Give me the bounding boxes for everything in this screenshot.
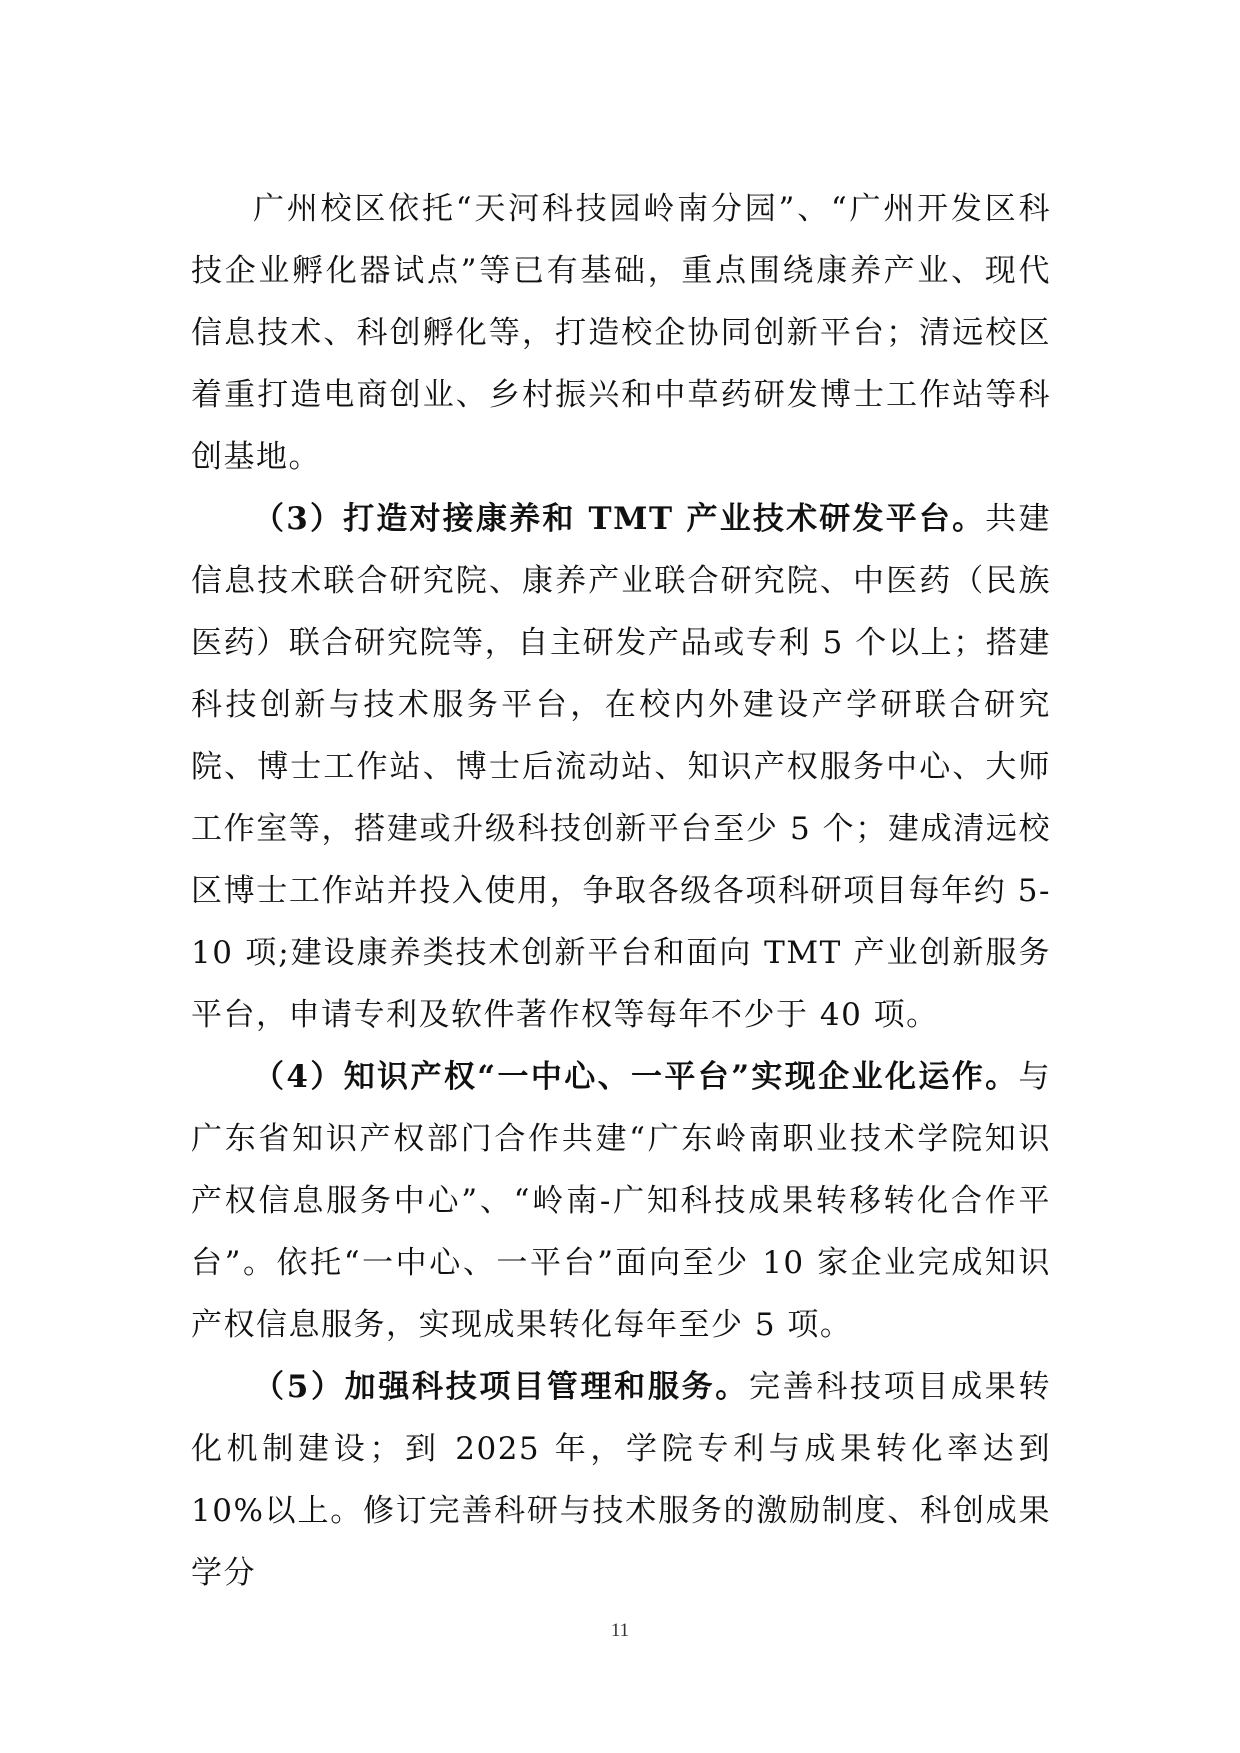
document-body	[191, 178, 1051, 1604]
paragraph-heading: （4）知识产权“一中心、一平台”实现企业化运作。	[253, 1059, 1019, 1095]
page-number: 11	[610, 1620, 630, 1641]
paragraph-rd-platform	[191, 488, 1051, 1046]
paragraph-campus-platforms	[191, 178, 1051, 488]
paragraph-body: 广州校区依托“天河科技园岭南分园”、“广州开发区科技企业孵化器试点”等已有基础，重点围绕康养产业、现代信息技术、科创孵化等，打造校企协同创新平台；清远校区着重打造电商创业、乡村振兴和中草药研发博士工作站等科创基地。	[191, 191, 1051, 475]
paragraph-heading: （3）打造对接康养和 TMT 产业技术研发平台。	[253, 501, 986, 537]
paragraph-body: 与广东省知识产权部门合作共建“广东岭南职业技术学院知识产权信息服务中心”、“岭南-广知科技成果转移转化合作平台”。依托“一中心、一平台”面向至少 10 家企业完成知识产权信息服务，实现成果转化每年至少 5 项。	[191, 1059, 1051, 1343]
paragraph-project-management	[191, 1356, 1051, 1604]
paragraph-ip-center	[191, 1046, 1051, 1356]
paragraph-heading: （5）加强科技项目管理和服务。	[253, 1369, 749, 1405]
paragraph-body: 完善科技项目成果转化机制建设；到 2025 年，学院专利与成果转化率达到 10%以上。修订完善科研与技术服务的激励制度、科创成果学分	[191, 1369, 1051, 1591]
paragraph-body: 共建信息技术联合研究院、康养产业联合研究院、中医药（民族医药）联合研究院等，自主研发产品或专利 5 个以上；搭建科技创新与技术服务平台，在校内外建设产学研联合研究院、博士工作站、博士后流动站、知识产权服务中心、大师工作室等，搭建或升级科技创新平台至少 5 个；建成清远校区博士工作站并投入使用，争取各级各项科研项目每年约 5-10 项;建设康养类技术创新平台和面向 TMT 产业创新服务平台，申请专利及软件著作权等每年不少于 40 项。	[191, 501, 1051, 1033]
